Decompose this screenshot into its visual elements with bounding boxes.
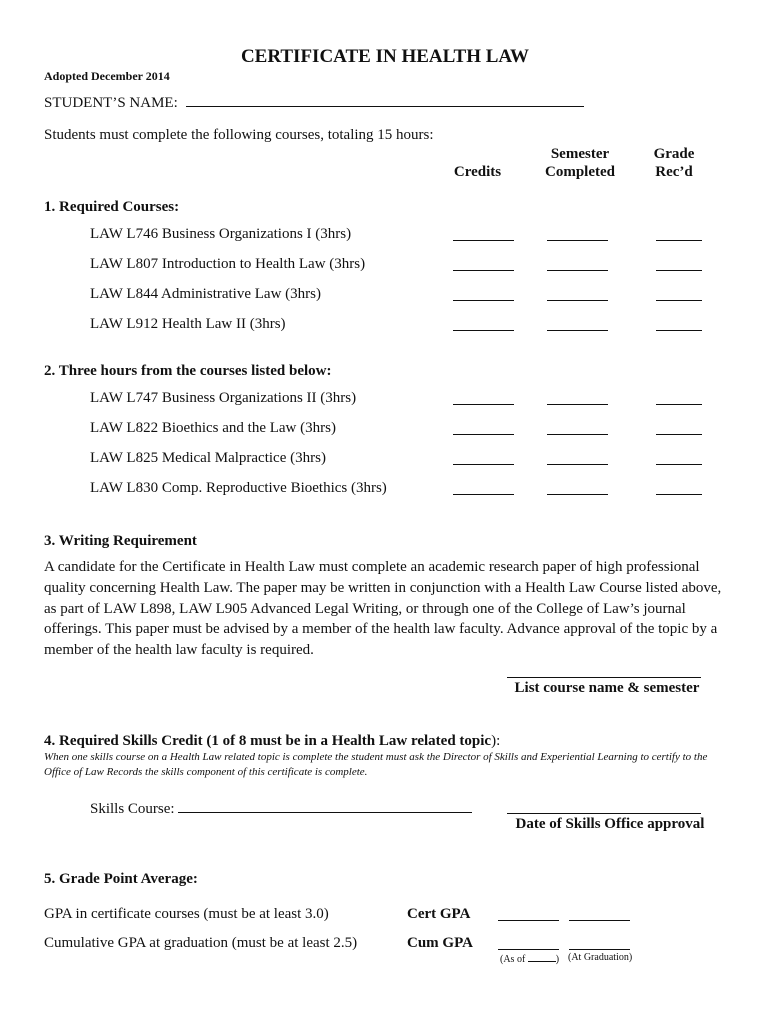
cert-gpa-graduation-blank[interactable] [569,920,630,921]
semester-blank[interactable] [547,434,608,435]
cum-gpa-graduation-blank[interactable] [569,949,630,950]
cum-gpa-label: Cum GPA [407,935,473,951]
course-l912: LAW L912 Health Law II (3hrs) [90,316,286,332]
course-l807: LAW L807 Introduction to Health Law (3hrs) [90,256,366,272]
as-of-suffix: ) [555,954,560,965]
grade-blank[interactable] [656,270,702,271]
skills-course-label: Skills Course: [90,801,175,817]
cert-gpa-text: GPA in certificate courses (must be at least 3.0) [44,906,329,922]
semester-blank[interactable] [547,270,608,271]
as-of-caption [500,952,559,965]
skills-approval-caption: Date of Skills Office approval [515,816,705,832]
grade-blank[interactable] [656,300,702,301]
adopted-date: Adopted December 2014 [44,69,170,83]
student-name-row [44,92,584,112]
skills-note: When one skills course on a Health Law related topic is complete the student must ask the Director of Skills and Experiential Learning to certify to the Office of Law Records the skills component of this certificate is complete. [44,751,708,778]
semester-header-line2: Completed [545,164,615,180]
course-l746: LAW L746 Business Organizations I (3hrs) [90,226,352,242]
cum-gpa-text: Cumulative GPA at graduation (must be at least 2.5) [44,935,358,951]
writing-requirement-paragraph: A candidate for the Certificate in Health Law must complete an academic research paper of high professional quality concerning Health Law. The paper may be written in conjunction with a Health Law Course listed above, as part of LAW L898, LAW L905 Advanced Legal Writing, or through one of the College of Law’s journal offerings. This paper must be advised by a member of the health law faculty. Advance approval of the topic by a member of the health law faculty is required. [44,559,722,659]
credits-blank[interactable] [453,270,514,271]
semester-header [530,145,630,181]
semester-header-line1: Semester [550,146,610,162]
as-of-date-field[interactable] [528,952,556,962]
credits-blank[interactable] [453,494,514,495]
skills-course-field[interactable] [178,798,472,813]
grade-blank[interactable] [656,494,702,495]
section-skills-heading [44,733,500,750]
credits-blank[interactable] [453,240,514,241]
credits-blank[interactable] [453,434,514,435]
as-of-prefix: (As of [500,954,528,965]
grade-blank[interactable] [656,434,702,435]
credits-blank[interactable] [453,464,514,465]
course-semester-caption: List course name & semester [514,680,700,696]
course-l844: LAW L844 Administrative Law (3hrs) [90,286,321,302]
credits-blank[interactable] [453,404,514,405]
intro-text: Students must complete the following courses, totaling 15 hours: [44,127,434,143]
grade-header-line1: Grade [653,146,695,162]
grade-blank[interactable] [656,240,702,241]
cum-gpa-as-of-blank[interactable] [498,949,559,950]
credits-blank[interactable] [453,330,514,331]
student-name-field[interactable] [186,92,584,107]
page-title: CERTIFICATE IN HEALTH LAW [240,46,530,67]
credits-header: Credits [453,164,502,180]
course-l830: LAW L830 Comp. Reproductive Bioethics (3hrs) [90,480,387,496]
grade-header [640,145,708,181]
cert-gpa-label: Cert GPA [407,906,471,922]
semester-blank[interactable] [547,330,608,331]
grade-blank[interactable] [656,404,702,405]
skills-course-row [90,798,472,818]
student-name-label: STUDENT’S NAME: [44,95,178,111]
semester-blank[interactable] [547,300,608,301]
semester-blank[interactable] [547,240,608,241]
grade-header-line2: Rec’d [655,164,693,180]
course-l822: LAW L822 Bioethics and the Law (3hrs) [90,420,336,436]
skills-heading-tail: ): [491,733,501,749]
course-l825: LAW L825 Medical Malpractice (3hrs) [90,450,326,466]
section-required-courses-heading: 1. Required Courses: [44,199,180,215]
grade-blank[interactable] [656,464,702,465]
credits-blank[interactable] [453,300,514,301]
section-gpa-heading: 5. Grade Point Average: [44,871,198,887]
skills-approval-date-line[interactable] [507,813,701,814]
semester-blank[interactable] [547,404,608,405]
course-semester-signature-line[interactable] [507,677,701,678]
skills-heading-text: 4. Required Skills Credit (1 of 8 must be in a Health Law related topic [44,733,492,749]
grade-blank[interactable] [656,330,702,331]
section-writing-heading: 3. Writing Requirement [44,533,197,549]
semester-blank[interactable] [547,494,608,495]
cert-gpa-as-of-blank[interactable] [498,920,559,921]
at-graduation-caption: (At Graduation) [568,952,633,963]
semester-blank[interactable] [547,464,608,465]
course-l747: LAW L747 Business Organizations II (3hrs) [90,390,357,406]
section-elective-courses-heading: 2. Three hours from the courses listed below: [44,363,332,379]
